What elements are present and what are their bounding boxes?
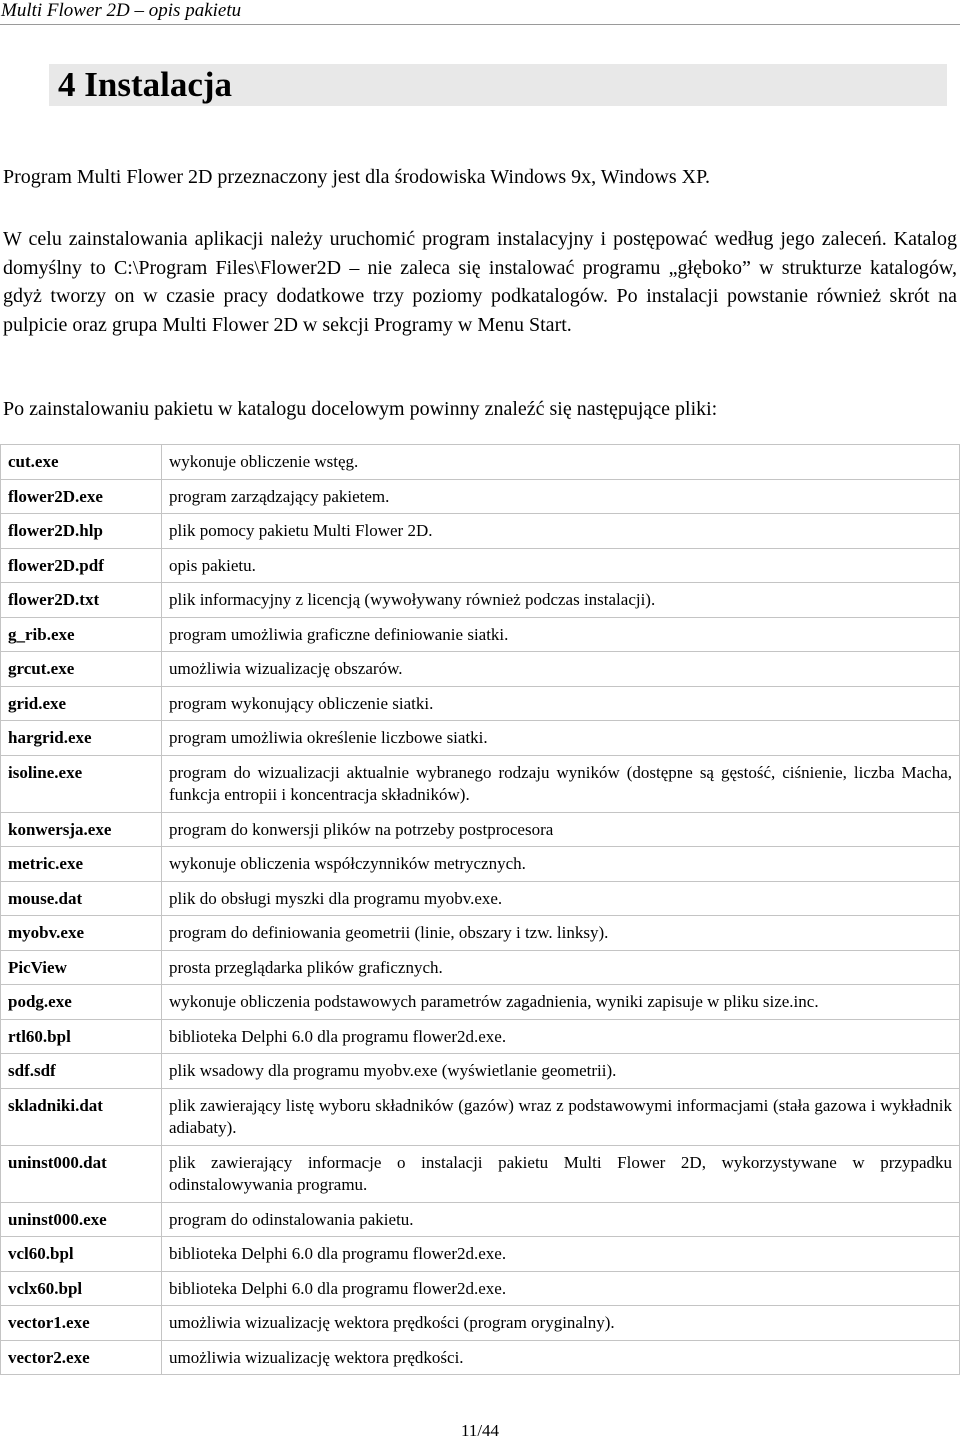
files-table <box>0 444 960 1375</box>
file-name-cell: flower2D.pdf <box>1 548 162 583</box>
files-table-body <box>1 445 960 1375</box>
file-name-cell: uninst000.exe <box>1 1202 162 1237</box>
table-row <box>1 950 960 985</box>
table-row <box>1 755 960 812</box>
file-name-cell: skladniki.dat <box>1 1088 162 1145</box>
table-row <box>1 847 960 882</box>
table-row <box>1 514 960 549</box>
file-description-cell: program umożliwia graficzne definiowanie siatki. <box>162 617 960 652</box>
file-list-intro: Po zainstalowaniu pakietu w katalogu docelowym powinny znaleźć się następujące pliki: <box>3 398 718 420</box>
file-name-cell: podg.exe <box>1 985 162 1020</box>
file-description-cell: program umożliwia określenie liczbowe siatki. <box>162 721 960 756</box>
file-name-cell: isoline.exe <box>1 755 162 812</box>
file-description-cell: program wykonujący obliczenie siatki. <box>162 686 960 721</box>
file-description-cell: umożliwia wizualizację wektora prędkości. <box>162 1340 960 1375</box>
file-description-cell: plik zawierający listę wyboru składników (gazów) wraz z podstawowymi informacjami (stała gazowa i wykładnik adiabaty). <box>162 1088 960 1145</box>
intro-paragraph: Program Multi Flower 2D przeznaczony jest dla środowiska Windows 9x, Windows XP. <box>3 166 711 188</box>
table-row <box>1 812 960 847</box>
table-row <box>1 1054 960 1089</box>
file-description-cell: program do wizualizacji aktualnie wybranego rodzaju wyników (dostępne są gęstość, ciśnienie, liczba Macha, funkcja entropii i koncentracja składników). <box>162 755 960 812</box>
file-name-cell: uninst000.dat <box>1 1145 162 1202</box>
file-name-cell: hargrid.exe <box>1 721 162 756</box>
file-description-cell: prosta przeglądarka plików graficznych. <box>162 950 960 985</box>
table-row <box>1 479 960 514</box>
file-name-cell: rtl60.bpl <box>1 1019 162 1054</box>
file-name-cell: cut.exe <box>1 445 162 480</box>
table-row <box>1 652 960 687</box>
table-row <box>1 1145 960 1202</box>
table-row <box>1 985 960 1020</box>
file-description-cell: program zarządzający pakietem. <box>162 479 960 514</box>
installation-paragraph: W celu zainstalowania aplikacji należy uruchomić program instalacyjny i postępować według jego zaleceń. Katalog domyślny to C:\Program Files\Flower2D – nie zaleca się instalować programu „głęboko” w strukturze katalogów, gdyż tworzy on w czasie pracy dodatkowe trzy poziomy podkatalogów. Po instalacji powstanie również skrót na pulpicie oraz grupa Multi Flower 2D w sekcji Programy w Menu Start. <box>3 228 957 336</box>
chapter-heading: 4 Instalacja <box>49 64 947 106</box>
file-description-cell: biblioteka Delphi 6.0 dla programu flower2d.exe. <box>162 1237 960 1272</box>
table-row <box>1 445 960 480</box>
table-row <box>1 1271 960 1306</box>
file-description-cell: opis pakietu. <box>162 548 960 583</box>
table-row <box>1 1340 960 1375</box>
file-name-cell: metric.exe <box>1 847 162 882</box>
file-name-cell: PicView <box>1 950 162 985</box>
file-description-cell: wykonuje obliczenia podstawowych parametrów zagadnienia, wyniki zapisuje w pliku size.inc. <box>162 985 960 1020</box>
file-name-cell: konwersja.exe <box>1 812 162 847</box>
table-row <box>1 1306 960 1341</box>
file-name-cell: myobv.exe <box>1 916 162 951</box>
file-name-cell: flower2D.exe <box>1 479 162 514</box>
table-row <box>1 1237 960 1272</box>
file-name-cell: vector1.exe <box>1 1306 162 1341</box>
file-name-cell: vector2.exe <box>1 1340 162 1375</box>
file-description-cell: plik pomocy pakietu Multi Flower 2D. <box>162 514 960 549</box>
file-description-cell: plik informacyjny z licencją (wywoływany również podczas instalacji). <box>162 583 960 618</box>
file-name-cell: sdf.sdf <box>1 1054 162 1089</box>
running-header: Multi Flower 2D – opis pakietu <box>0 0 960 25</box>
file-description-cell: biblioteka Delphi 6.0 dla programu flower2d.exe. <box>162 1271 960 1306</box>
file-name-cell: vclx60.bpl <box>1 1271 162 1306</box>
table-row <box>1 1088 960 1145</box>
file-name-cell: vcl60.bpl <box>1 1237 162 1272</box>
table-row <box>1 617 960 652</box>
file-description-cell: wykonuje obliczenie wstęg. <box>162 445 960 480</box>
file-description-cell: wykonuje obliczenia współczynników metrycznych. <box>162 847 960 882</box>
page-number: 11/44 <box>460 1421 500 1440</box>
file-description-cell: umożliwia wizualizację wektora prędkości (program oryginalny). <box>162 1306 960 1341</box>
file-name-cell: mouse.dat <box>1 881 162 916</box>
file-name-cell: g_rib.exe <box>1 617 162 652</box>
file-description-cell: plik zawierający informacje o instalacji pakietu Multi Flower 2D, wykorzystywane w przypadku odinstalowywania programu. <box>162 1145 960 1202</box>
table-row <box>1 721 960 756</box>
file-description-cell: plik do obsługi myszki dla programu myobv.exe. <box>162 881 960 916</box>
file-name-cell: flower2D.txt <box>1 583 162 618</box>
table-row <box>1 916 960 951</box>
table-row <box>1 1202 960 1237</box>
table-row <box>1 881 960 916</box>
file-name-cell: grcut.exe <box>1 652 162 687</box>
file-name-cell: grid.exe <box>1 686 162 721</box>
file-name-cell: flower2D.hlp <box>1 514 162 549</box>
table-row <box>1 1019 960 1054</box>
file-description-cell: umożliwia wizualizację obszarów. <box>162 652 960 687</box>
table-row <box>1 686 960 721</box>
file-description-cell: plik wsadowy dla programu myobv.exe (wyświetlanie geometrii). <box>162 1054 960 1089</box>
file-description-cell: program do definiowania geometrii (linie, obszary i tzw. linksy). <box>162 916 960 951</box>
file-description-cell: biblioteka Delphi 6.0 dla programu flower2d.exe. <box>162 1019 960 1054</box>
table-row <box>1 583 960 618</box>
file-description-cell: program do konwersji plików na potrzeby postprocesora <box>162 812 960 847</box>
file-description-cell: program do odinstalowania pakietu. <box>162 1202 960 1237</box>
table-row <box>1 548 960 583</box>
